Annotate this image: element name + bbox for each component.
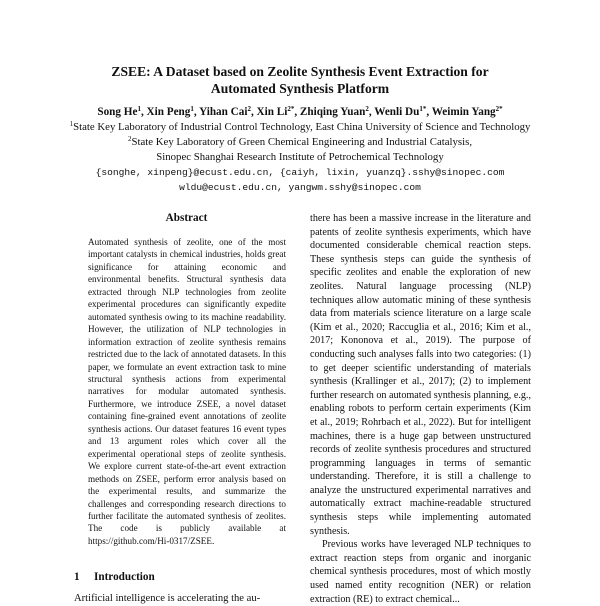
paper-title bbox=[30, 63, 570, 97]
author-mark: 1 bbox=[137, 105, 141, 113]
author-mark: 2 bbox=[247, 105, 251, 113]
paragraph: there has been a massive increase in the literature and patents of zeolite synthesis experiments, which have documented considerable chemical reaction steps. These synthesis steps can guide the synthesis of specific zeolites and enable the exploration of new zeolites. Natural language processing (NLP) techniques allow automatic mining of these synthesis data from materials science literature on a large scale (Kim et al., 2020; Raccuglia et al., 2016; Kim et al., 2017; Kononova et al., 2019). The purpose of conducting such analyses falls into two categories: (1) to get deeper scientific understanding of materials synthesis (Krallinger et al., 2017); (2) to implement further research on automated synthesis planning, e.g., enabling robots to perform certain experiments (Kim et al., 2019; Rohrbach et al., 2022). But for intelligent machines, there is a huge gap between unstructured records of zeolite synthesis procedures and structured programming languages in terms of semantic understanding. Therefore, it is still a challenge to analyze the unstructured experimental narratives and automatically extract machine-readable structured synthesis steps while implementing automated synthesis. bbox=[310, 213, 531, 537]
author-mark: 2 bbox=[365, 105, 369, 113]
author: Weimin Yang bbox=[431, 106, 496, 118]
author-mark: 1* bbox=[419, 105, 427, 113]
affiliation-mark: 2 bbox=[127, 135, 132, 143]
section-number: 1 bbox=[74, 571, 80, 583]
title-line-1: ZSEE: A Dataset based on Zeolite Synthesis Event Extraction for bbox=[111, 64, 489, 79]
author: Zhiqing Yuan bbox=[299, 106, 366, 118]
author-mark: 2* bbox=[495, 105, 503, 113]
affiliation-1 bbox=[20, 120, 580, 135]
affiliation-mark: 1 bbox=[69, 120, 74, 128]
email-line-1: {songhe, xinpeng}@ecust.edu.cn, {caiyh, lixin, yuanzq}.sshy@sinopec.com bbox=[95, 167, 505, 178]
author: Wenli Du bbox=[374, 106, 420, 118]
section-title: Introduction bbox=[94, 571, 155, 583]
email-line-2: wldu@ecust.edu.cn, yangwm.sshy@sinopec.com bbox=[179, 182, 421, 193]
author-mark: 1 bbox=[190, 105, 194, 113]
author: Xin Li bbox=[256, 106, 288, 118]
affiliation-2b: Sinopec Shanghai Research Institute of Petrochemical Technology bbox=[156, 151, 444, 163]
right-column-text bbox=[310, 212, 531, 606]
abstract-heading: Abstract bbox=[165, 212, 208, 224]
author: Song He bbox=[97, 106, 138, 118]
paragraph: Previous works have leveraged NLP techniques to extract reaction steps from organic and inorganic chemical synthesis procedures, most of which mostly used named entity recognition (NER) or relation extraction (RE) to extract chemical... bbox=[310, 539, 531, 605]
author: Xin Peng bbox=[146, 106, 191, 118]
abstract-text: Automated synthesis of zeolite, one of the most important catalysts in chemical industries, holds great significance for attaining economic and environmental benefits. Structural synthesis data extracted through NLP technologies from zeolite experimental procedures can significantly expedite automated synthesis owing to its machine readability. However, the utilization of NLP technologies in information extraction of zeolite synthesis remains restricted due to the lack of annotated datasets. In this paper, we formulate an event extraction task to mine structural synthesis actions from experimental narratives for modular automated synthesis. Furthermore, we introduce ZSEE, a novel dataset containing fine-grained event annotations of zeolite synthesis actions. Our dataset features 16 event types and 13 argument roles which cover all the experimental operational steps of zeolite synthesis. We explore current state-of-the-art event extraction methods on ZSEE, perform error analysis based on the experimental results, and summarize the challenges and corresponding research directions to further facilitate the automated synthesis of zeolites. The code is publicly available at https://github.com/Hi-0317/ZSEE. bbox=[88, 237, 286, 546]
author-list: Song He$^1$, Xin Peng$^1$, Yihan Cai$^2$, Xin $Li^{2*}$, Zhiqing Yuan$^2$, Wenli $Du^{1*}$, Weimin Yang$^{2*}$ bbox=[97, 105, 503, 118]
title-line-2: Automated Synthesis Platform bbox=[210, 81, 390, 96]
author: Yihan Cai bbox=[199, 106, 248, 118]
affiliation-text: State Key Laboratory of Industrial Control Technology, East China University of Science and Technology bbox=[73, 121, 531, 133]
affiliation-text: State Key Laboratory of Green Chemical Engineering and Industrial Catalysis, bbox=[131, 136, 473, 148]
author-mark: 2* bbox=[287, 105, 295, 113]
affiliation-2 bbox=[20, 135, 580, 150]
intro-first-line: Artificial intelligence is accelerating the au- bbox=[74, 593, 261, 604]
section-heading bbox=[74, 571, 155, 583]
